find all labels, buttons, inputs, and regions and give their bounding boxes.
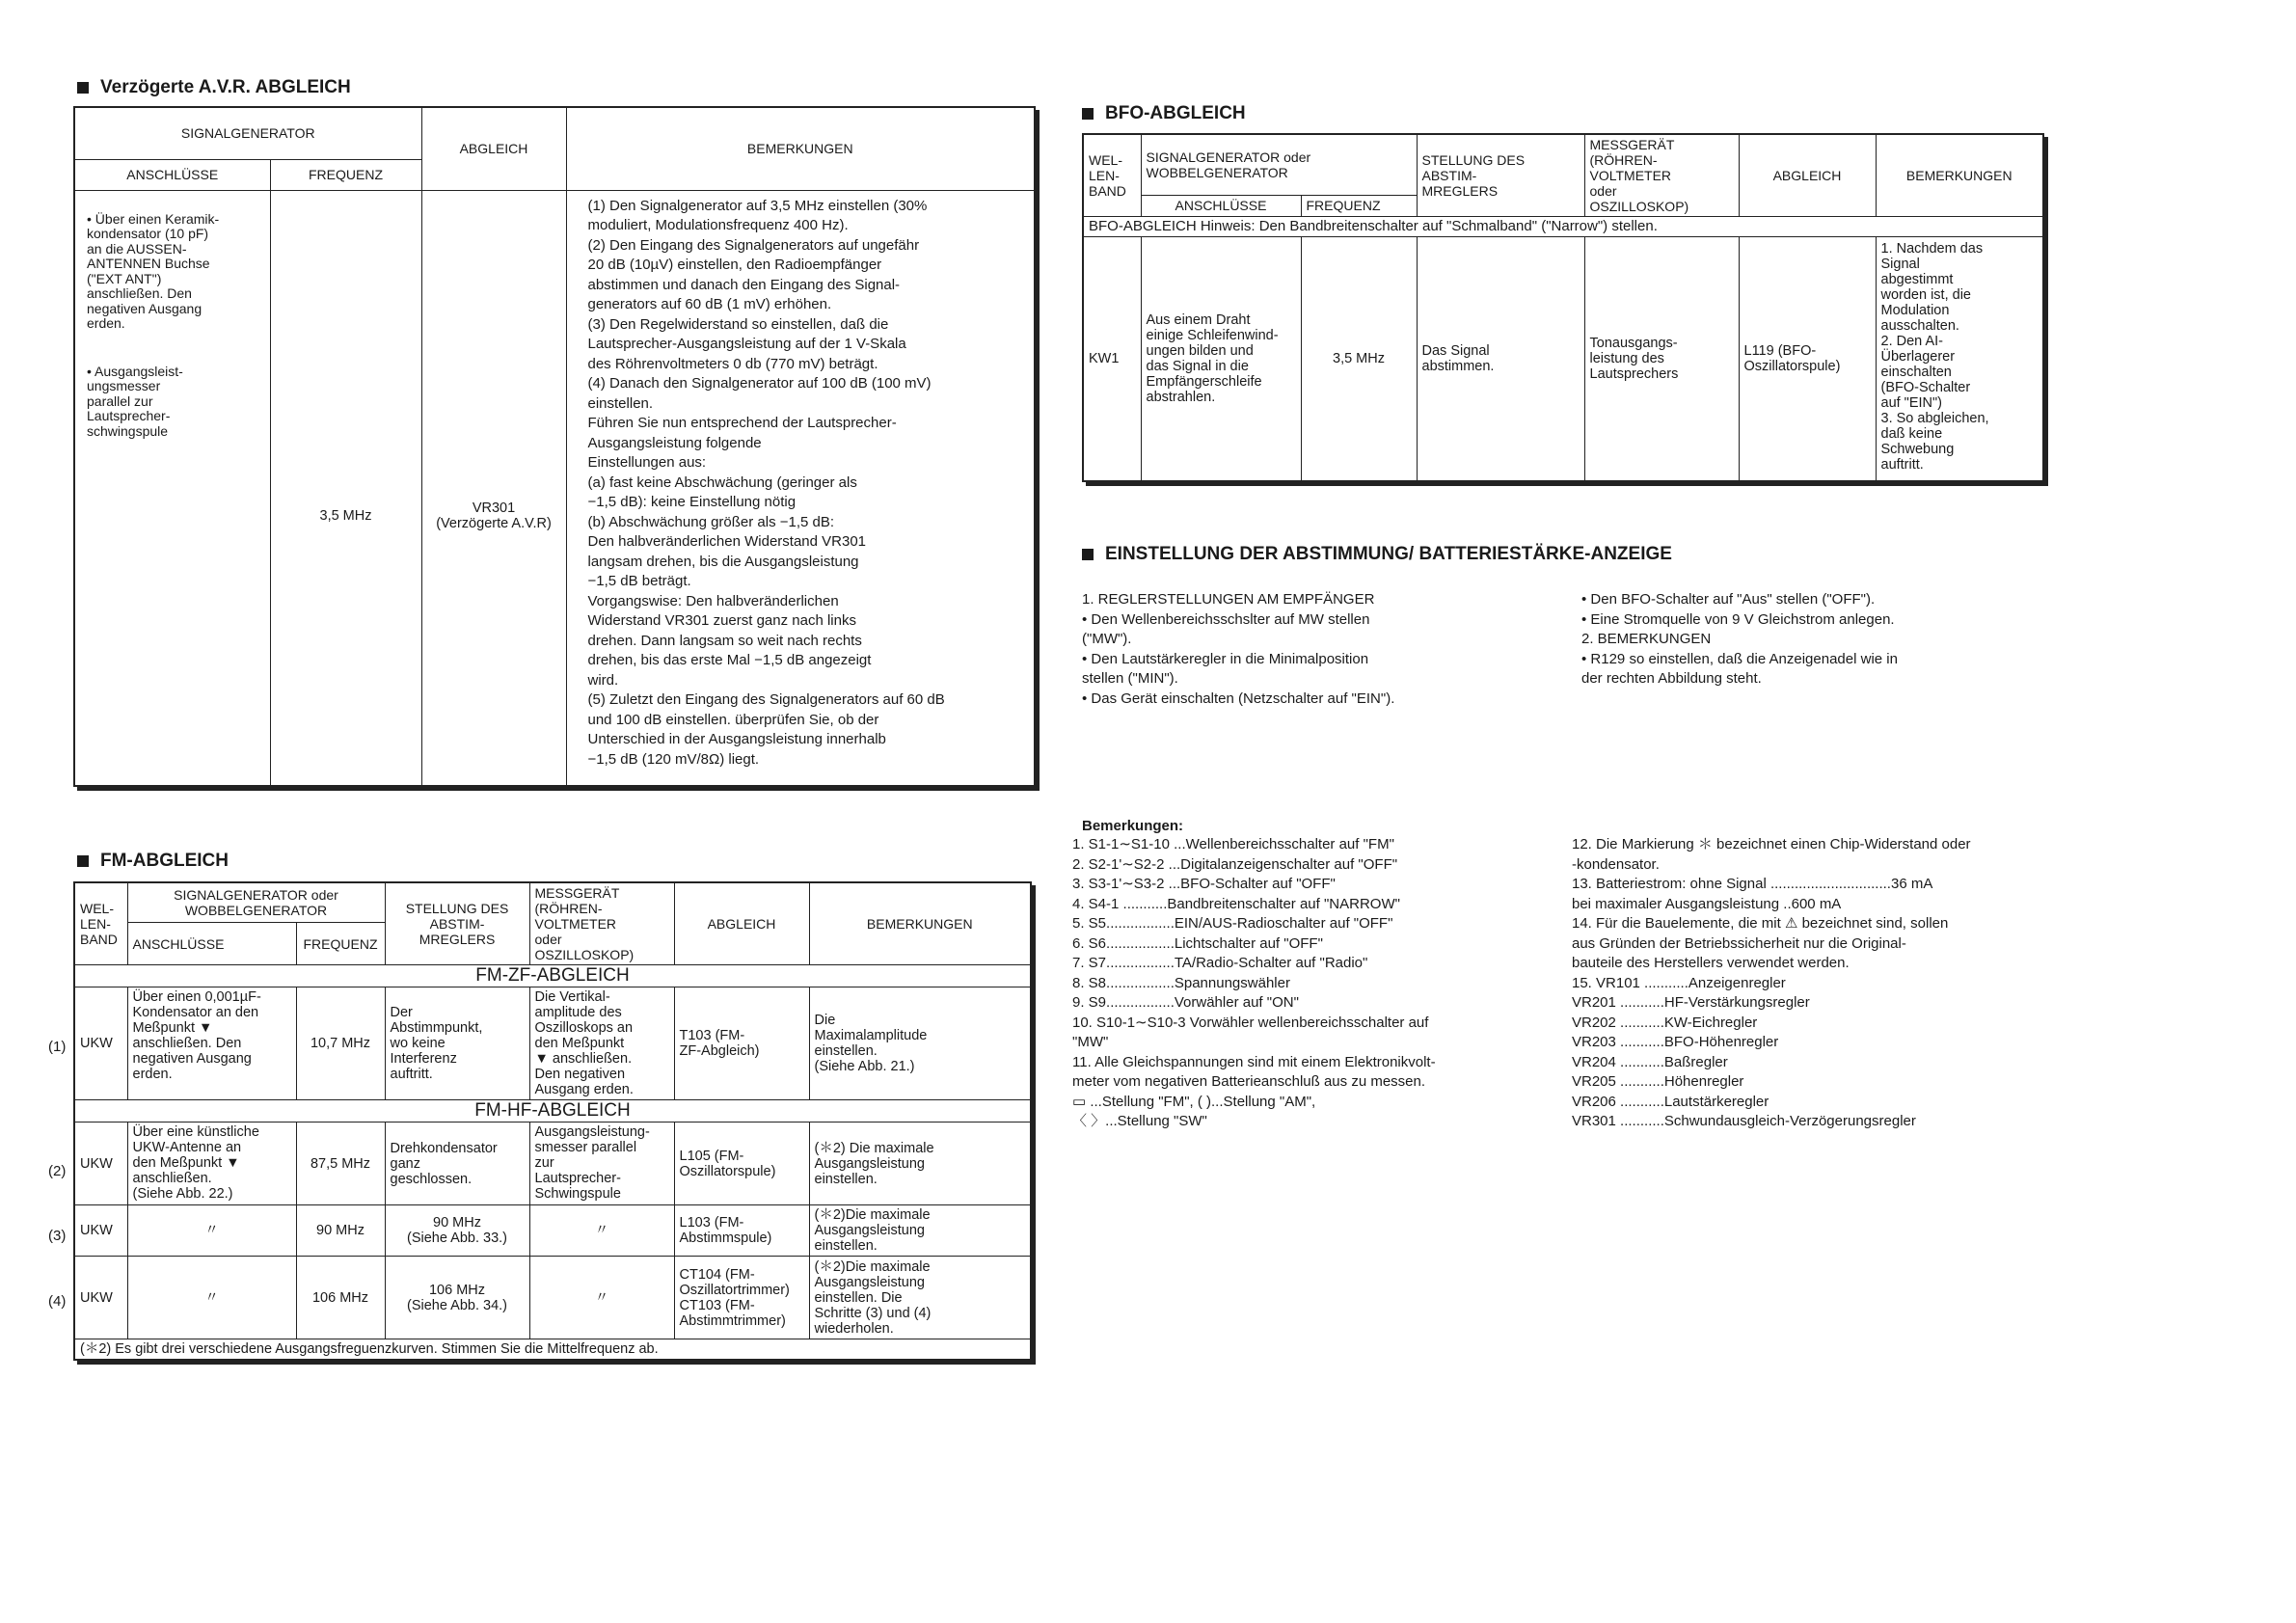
fm-row-4-band: UKW <box>74 1257 127 1339</box>
avr-table <box>73 106 1036 787</box>
fm-row-1-meter: Die Vertikal- amplitude des Oszilloskops an den Meßpunkt ▼ anschließen. Den negativen Ausgang erden. <box>529 987 674 1100</box>
bfo-hint: BFO-ABGLEICH Hinweis: Den Bandbreitenschalter auf "Schmalband" ("Narrow") stellen. <box>1083 217 2043 237</box>
fm-row-2-remarks: (＊2) Die maximale Ausgangsleistung einstellen. <box>809 1123 1031 1205</box>
fm-title-text: FM-ABGLEICH <box>100 851 229 871</box>
fm-row-4-connections: 〃 <box>127 1257 296 1339</box>
avr-connections-2: • Ausgangsleist- ungsmesser parallel zur Lautsprecher- schwingspule <box>87 363 183 439</box>
fm-row-3-band: UKW <box>74 1205 127 1257</box>
avr-header-remarks: BEMERKUNGEN <box>566 107 1035 190</box>
avr-header-frequency: FREQUENZ <box>270 159 421 190</box>
fm-zf-subheading: FM-ZF-ABGLEICH <box>74 965 1031 987</box>
fm-row-2-adjustment: L105 (FM- Oszillatorspule) <box>674 1123 809 1205</box>
fm-row-2-band: UKW <box>74 1123 127 1205</box>
fm-row-3-meter: 〃 <box>529 1205 674 1257</box>
avr-header-adjustment: ABGLEICH <box>421 107 566 190</box>
fm-row-3-remarks: (＊2)Die maximale Ausgangsleistung einstellen. <box>809 1205 1031 1257</box>
fm-header-tuning: STELLUNG DES ABSTIM- MREGLERS <box>385 882 529 965</box>
notes-title: Bemerkungen: <box>1082 818 1184 834</box>
bullet-square-icon <box>1082 108 1094 120</box>
bullet-square-icon <box>77 82 89 94</box>
fm-row-3 <box>74 1205 1031 1257</box>
bfo-row-tuning: Das Signal abstimmen. <box>1417 237 1584 481</box>
bfo-row-frequency: 3,5 MHz <box>1301 237 1417 481</box>
fm-header-frequency: FREQUENZ <box>296 923 385 965</box>
bfo-header-band: WEL- LEN- BAND <box>1083 134 1141 217</box>
bfo-title-text: BFO-ABGLEICH <box>1105 103 1246 123</box>
fm-row-3-adjustment: L103 (FM- Abstimmspule) <box>674 1205 809 1257</box>
fm-row-4-adjustment: CT104 (FM- Oszillatortrimmer) CT103 (FM- Abstimmtrimmer) <box>674 1257 809 1339</box>
avr-section-title <box>77 77 351 98</box>
bfo-row-band: KW1 <box>1083 237 1141 481</box>
tuning-title-text: EINSTELLUNG DER ABSTIMMUNG/ BATTERIESTÄRKE-ANZEIGE <box>1105 544 1672 564</box>
bfo-row-meter: Tonausgangs- leistung des Lautsprechers <box>1584 237 1739 481</box>
fm-row-1-band: UKW <box>74 987 127 1100</box>
fm-row-4-number: (4) <box>48 1293 67 1310</box>
tuning-left-text: 1. REGLERSTELLUNGEN AM EMPFÄNGER • Den Wellenbereichsschslter auf MW stellen ("MW"). • Den Lautstärkeregler in die Minimalposition stellen ("MIN"). • Das Gerät einschalten (Netzschalter auf "EIN"). <box>1082 591 1395 707</box>
tuning-right-text: • Den BFO-Schalter auf "Aus" stellen ("OFF"). • Eine Stromquelle von 9 V Gleichstrom anlegen. 2. BEMERKUNGEN • R129 so einstellen, daß die Anzeigenadel wie in der rechten Abbildung steht. <box>1581 591 1898 687</box>
bfo-row-connections: Aus einem Draht einige Schleifenwind- ungen bilden und das Signal in die Empfängerschleife abstrahlen. <box>1141 237 1301 481</box>
fm-header-adjustment: ABGLEICH <box>674 882 809 965</box>
avr-adjustment: VR301 (Verzögerte A.V.R) <box>421 190 566 786</box>
bfo-header-tuning: STELLUNG DES ABSTIM- MREGLERS <box>1417 134 1584 217</box>
fm-row-4-tuning: 106 MHz (Siehe Abb. 34.) <box>385 1257 529 1339</box>
fm-row-1-remarks: Die Maximalamplitude einstellen. (Siehe Abb. 21.) <box>809 987 1031 1100</box>
fm-row-2-meter: Ausgangsleistung- smesser parallel zur Lautsprecher- Schwingspule <box>529 1123 674 1205</box>
fm-row-1-tuning: Der Abstimmpunkt, wo keine Interferenz auftritt. <box>385 987 529 1100</box>
avr-connections-cell <box>74 190 270 786</box>
fm-section-title <box>77 851 229 872</box>
bfo-header-frequency: FREQUENZ <box>1301 195 1417 216</box>
fm-row-4 <box>74 1257 1031 1339</box>
fm-header-band: WEL- LEN- BAND <box>74 882 127 965</box>
fm-table <box>73 881 1032 1361</box>
fm-row-3-tuning: 90 MHz (Siehe Abb. 33.) <box>385 1205 529 1257</box>
fm-header-remarks: BEMERKUNGEN <box>809 882 1031 965</box>
fm-row-4-remarks: (＊2)Die maximale Ausgangsleistung einstellen. Die Schritte (3) und (4) wiederholen. <box>809 1257 1031 1339</box>
fm-row-1-frequency: 10,7 MHz <box>296 987 385 1100</box>
fm-row-2-connections: Über eine künstliche UKW-Antenne an den Meßpunkt ▼ anschließen. (Siehe Abb. 22.) <box>127 1123 296 1205</box>
bfo-table <box>1082 133 2044 482</box>
avr-connections-1: • Über einen Keramik- kondensator (10 pF) an die AUSSEN- ANTENNEN Buchse ("EXT ANT") anschließen. Den negativen Ausgang erden. <box>87 210 220 331</box>
bfo-row <box>1083 237 2043 481</box>
fm-header-signal-generator: SIGNALGENERATOR oder WOBBELGENERATOR <box>127 882 385 923</box>
fm-row-1-adjustment: T103 (FM- ZF-Abgleich) <box>674 987 809 1100</box>
fm-hf-subheading: FM-HF-ABGLEICH <box>74 1100 1031 1123</box>
notes-left-text: 1. S1-1∼S1-10 ...Wellenbereichsschalter auf "FM" 2. S2-1'∼S2-2 ...Digitalanzeigenschalter auf "OFF" 3. S3-1'∼S3-2 ...BFO-Schalter auf "OFF" 4. S4-1 ...........Bandbreitenschalter auf "NARROW" 5. S5.................EIN/AUS-Radioschalter auf "OFF" 6. S6.................Lichtschalter auf "OFF" 7. S7.................TA/Radio-Schalter auf "Radio" 8. S8.................Spannungswähler 9. S9.................Vorwähler auf "ON" 10. S10-1∼S10-3 Vorwähler wellenbereichsschalter auf "MW" 11. Alle Gleichspannungen sind mit einem Elektronikvolt- meter vom negativen Batterieanschluß aus zu messen. ▭ ...Stellung "FM", ( )...Stellung "AM", 〈 〉...Stellung "SW" <box>1072 836 1436 1129</box>
avr-title-text: Verzögerte A.V.R. ABGLEICH <box>100 77 351 97</box>
fm-row-2 <box>74 1123 1031 1205</box>
bfo-header-remarks: BEMERKUNGEN <box>1876 134 2043 217</box>
bfo-header-signal-generator: SIGNALGENERATOR oder WOBBELGENERATOR <box>1141 134 1417 195</box>
fm-row-3-connections: 〃 <box>127 1205 296 1257</box>
fm-row-4-frequency: 106 MHz <box>296 1257 385 1339</box>
bfo-section-title <box>1082 103 1246 124</box>
bfo-header-connections: ANSCHLÜSSE <box>1141 195 1301 216</box>
bfo-header-meter: MESSGERÄT (RÖHREN- VOLTMETER oder OSZILLOSKOP) <box>1584 134 1739 217</box>
notes-right-text: 12. Die Markierung ＊ bezeichnet einen Chip-Widerstand oder -kondensator. 13. Batteriestrom: ohne Signal ..............................36 mA bei maximaler Ausgangsleistung ..600 mA 14. Für die Bauelemente, die mit ⚠ bezeichnet sind, sollen aus Gründen der Betriebssicherheit nur die Original- bauteile des Herstellers verwendet werden. 15. VR101 ...........Anzeigenregler VR201 ...........HF-Verstärkungsregler VR202 ...........KW-Eichregler VR203 ...........BFO-Höhenregler VR204 ...........Baßregler VR205 ...........Höhenregler VR206 ...........Lautstärkeregler VR301 ...........Schwundausgleich-Verzögerungsregler <box>1572 836 1971 1129</box>
tuning-section-title <box>1082 544 1672 565</box>
bullet-square-icon <box>77 855 89 867</box>
bfo-row-remarks: 1. Nachdem das Signal abgestimmt worden ist, die Modulation ausschalten. 2. Den AI- Überlagerer einschalten (BFO-Schalter auf "EIN") 3. So abgleichen, daß keine Schwebung auftritt. <box>1876 237 2043 481</box>
avr-remarks: (1) Den Signalgenerator auf 3,5 MHz einstellen (30% moduliert, Modulationsfrequenz 400 Hz). (2) Den Eingang des Signalgenerators auf ungefähr 20 dB (10µV) einstellen, den Radioempfänger abstimmen und danach den Eingang des Signal- generators auf 60 dB (1 mV) erhöhen. (3) Den Regelwiderstand so einstellen, daß die Lautsprecher-Ausgangsleistung auf der 1 V-Skala des Röhrenvoltmeters 0 db (770 mV) beträgt. (4) Danach den Signalgenerator auf 100 dB (100 mV) einstellen. Führen Sie nun entsprechend der Lautsprecher- Ausgangsleistung folgende Einstellungen aus: (a) fast keine Abschwächung (geringer als −1,5 dB): keine Einstellung nötig (b) Abschwächung größer als −1,5 dB: Den halbveränderlichen Widerstand VR301 langsam drehen, bis die Ausgangsleistung −1,5 dB beträgt. Vorgangswise: Den halbveränderlichen Widerstand VR301 zuerst ganz nach links drehen. Dann langsam so weit nach rechts drehen, bis das erste Mal −1,5 dB angezeigt wird. (5) Zuletzt den Eingang des Signalgenerators auf 60 dB und 100 dB einstellen. überprüfen Sie, ob der Unterschied in der Ausgangsleistung innerhalb −1,5 dB (120 mV/8Ω) liegt. <box>566 190 1035 786</box>
avr-header-connections: ANSCHLÜSSE <box>74 159 270 190</box>
fm-row-3-number: (3) <box>48 1228 67 1244</box>
bfo-header-adjustment: ABGLEICH <box>1739 134 1876 217</box>
avr-frequency: 3,5 MHz <box>270 190 421 786</box>
fm-row-1 <box>74 987 1031 1100</box>
fm-row-3-frequency: 90 MHz <box>296 1205 385 1257</box>
fm-row-2-tuning: Drehkondensator ganz geschlossen. <box>385 1123 529 1205</box>
fm-row-2-frequency: 87,5 MHz <box>296 1123 385 1205</box>
fm-footnote: (＊2) Es gibt drei verschiedene Ausgangsfreguenzkurven. Stimmen Sie die Mittelfrequenz ab. <box>74 1339 1031 1361</box>
fm-row-4-meter: 〃 <box>529 1257 674 1339</box>
bullet-square-icon <box>1082 549 1094 560</box>
fm-row-2-number: (2) <box>48 1163 67 1179</box>
fm-row-1-number: (1) <box>48 1039 67 1055</box>
fm-header-meter: MESSGERÄT (RÖHREN- VOLTMETER oder OSZILLOSKOP) <box>529 882 674 965</box>
fm-row-1-connections: Über einen 0,001µF- Kondensator an den Meßpunkt ▼ anschließen. Den negativen Ausgang erden. <box>127 987 296 1100</box>
bfo-row-adjustment: L119 (BFO- Oszillatorspule) <box>1739 237 1876 481</box>
fm-header-connections: ANSCHLÜSSE <box>127 923 296 965</box>
avr-header-signal-generator: SIGNALGENERATOR <box>74 107 421 159</box>
